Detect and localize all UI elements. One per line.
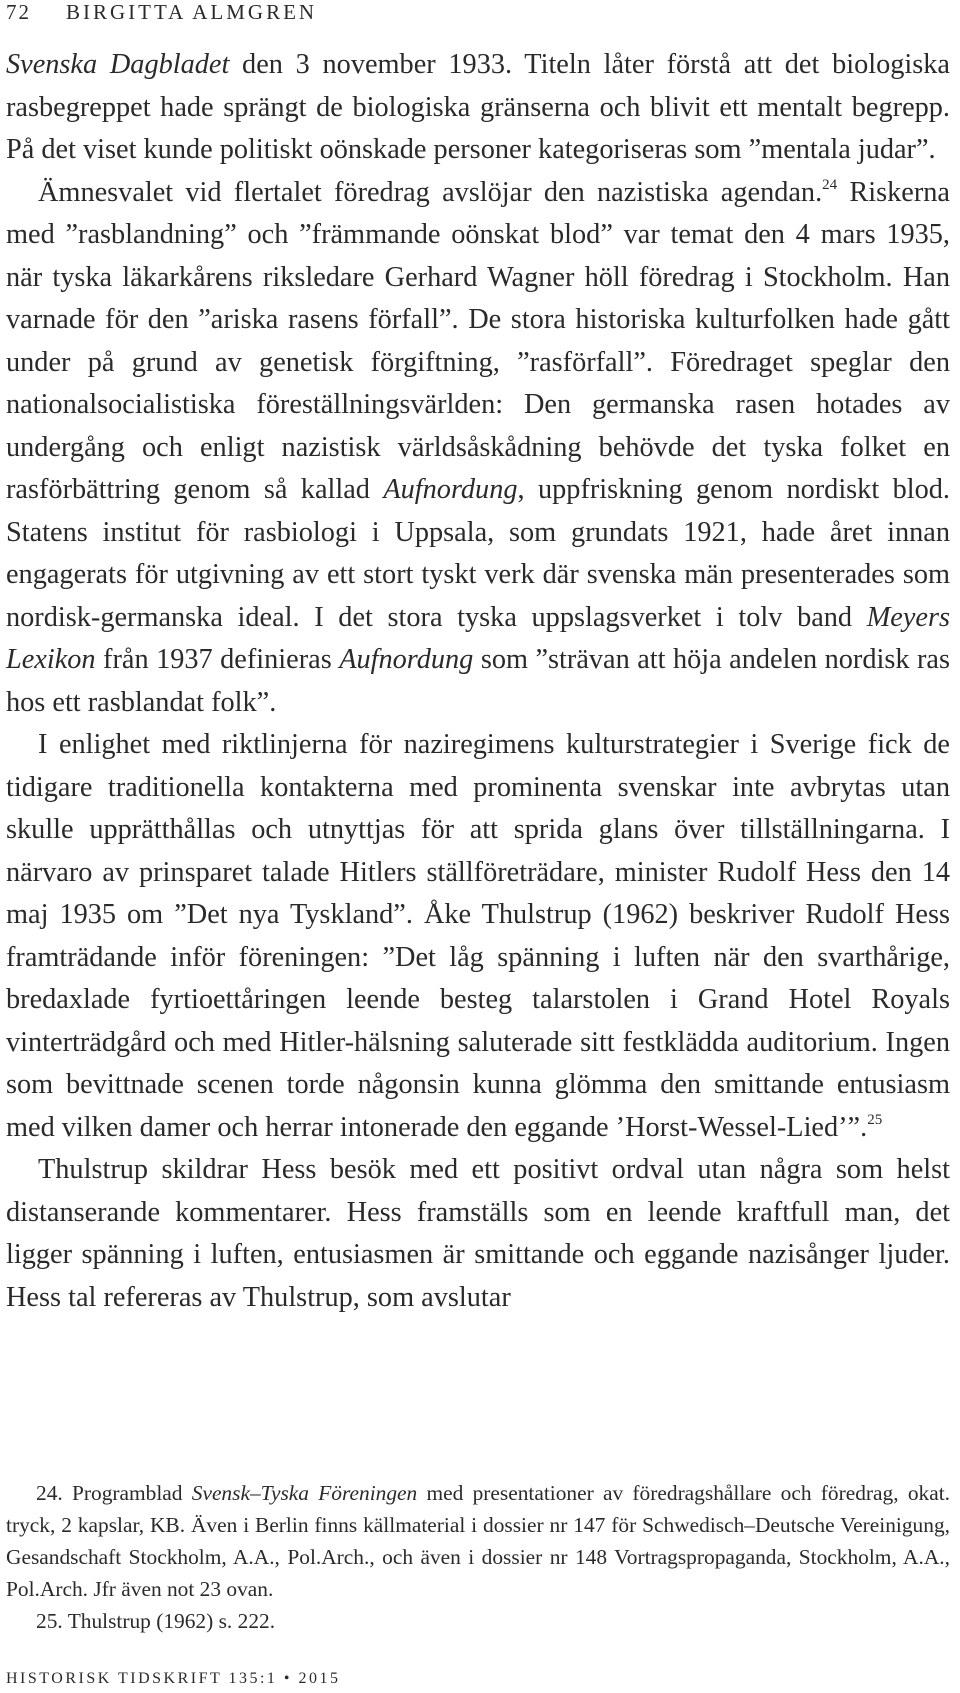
footnote-ref-24[interactable]: 24 xyxy=(822,176,838,193)
running-footer: HISTORISK TIDSKRIFT 135:1 • 2015 xyxy=(6,1670,341,1687)
paragraph-3 xyxy=(6,724,950,1149)
footnote-text: med presentationer av föredragshållare och föredrag, okat. tryck, 2 kapslar, KB. Även i Berlin finns källmaterial i dossier nr 147 för Schwedisch–Deutsche Vereinigung, Gesandschaft Stockholm, A.A., Pol.Arch., och även i dossier nr 148 Vortragspropaganda, Stockholm, A.A., Pol.Arch. Jfr även not 23 ovan. xyxy=(6,1481,951,1601)
footnote-text: 24. Programblad xyxy=(36,1481,192,1505)
footnote-text: 25. Thulstrup (1962) s. 222. xyxy=(36,1609,276,1633)
paragraph-text: Ämnesvalet vid flertalet föredrag avslöjar den nazistiska agendan. xyxy=(38,176,823,208)
paragraph-text: I enlighet med riktlinjerna för naziregimens kulturstrategier i Sverige fick de tidigare traditionella kontakterna med prominenta svenskar inte avbrytas utan skulle upprätthållas och utnyttjas för att sprida glans över tillställningarna. I närvaro av prinsparet talade Hitlers ställföreträdare, minister Rudolf Hess den 14 maj 1935 om ”Det nya Tyskland”. Åke Thulstrup (1962) beskriver Rudolf Hess framträdande inför föreningen: ”Det låg spänning i luften när den svarthårige, bredaxlade fyrtioettåringen leende besteg talarstolen i Grand Hotel Royals vinterträdgård och med Hitler-hälsning saluterade sitt festklädda auditorium. Ingen som bevittnade scenen torde någonsin kunna glömma den smittande entusiasm med vilken damer och herrar intonerade den eggande ’Horst-Wessel-Lied’”. xyxy=(6,729,950,1143)
paragraph-text: som ”strävan att höja andelen nordisk ras hos ett rasblandat folk”. xyxy=(6,644,950,718)
running-header xyxy=(6,0,317,30)
italic-text: Meyers Lexikon xyxy=(6,601,950,675)
italic-text: Svenska Dagbladet xyxy=(6,49,230,80)
footnote-25 xyxy=(6,1605,950,1637)
paragraph-1 xyxy=(6,44,950,172)
paragraph-text: Riskerna med ”rasblandning” och ”främmande oönskat blod” var temat den 4 mars 1935, när tyska läkarkårens riksledare Gerhard Wagner höll föredrag i Stockholm. Han varnade för den ”ariska rasens förfall”. De stora historiska kulturfolken hade gått under på grund av genetisk förgiftning, ”rasförfall”. Föredraget speglar den nationalsocialistiska föreställningsvärlden: Den germanska rasen hotades av undergång och enligt nazistisk världsåskådning behövde det tyska folket en rasförbättring genom så kallad xyxy=(6,176,950,505)
italic-text: Aufnordung xyxy=(339,644,474,675)
paragraph-2 xyxy=(6,172,950,725)
italic-text: Svensk–Tyska Föreningen xyxy=(191,1481,418,1505)
paragraph-text: den 3 november 1933. Titeln låter förstå att det biologiska rasbegreppet hade sprängt de biologiska gränserna och blivit ett mentalt begrepp. På det viset kunde politiskt oönskade personer kategoriseras som ”mentala judar”. xyxy=(6,49,950,165)
footnotes xyxy=(6,1477,950,1637)
footnote-24 xyxy=(6,1477,950,1605)
body-text xyxy=(6,44,950,1319)
footnote-ref-25[interactable]: 25 xyxy=(867,1111,883,1128)
paragraph-4 xyxy=(6,1149,950,1319)
paragraph-text: , uppfriskning genom nordiskt blod. Statens institut för rasbiologi i Uppsala, som grundats 1921, hade året innan engagerats för utgivning av ett stort tyskt verk där svenska män presenterades som nordisk-germanska ideal. I det stora tyska uppslagsverket i tolv band xyxy=(6,474,950,633)
running-head-author: BIRGITTA ALMGREN xyxy=(66,0,318,24)
page-number: 72 xyxy=(6,0,31,24)
italic-text: Aufnordung xyxy=(383,474,518,505)
paragraph-text: från 1937 definieras xyxy=(95,644,340,675)
paragraph-text: Thulstrup skildrar Hess besök med ett positivt ordval utan några som helst distanserande kommentarer. Hess framställs som en leende kraftfull man, det ligger spänning i luften, entusiasmen är smittande och eggande nazisånger ljuder. Hess tal refereras av Thulstrup, som avslutar xyxy=(6,1154,950,1313)
